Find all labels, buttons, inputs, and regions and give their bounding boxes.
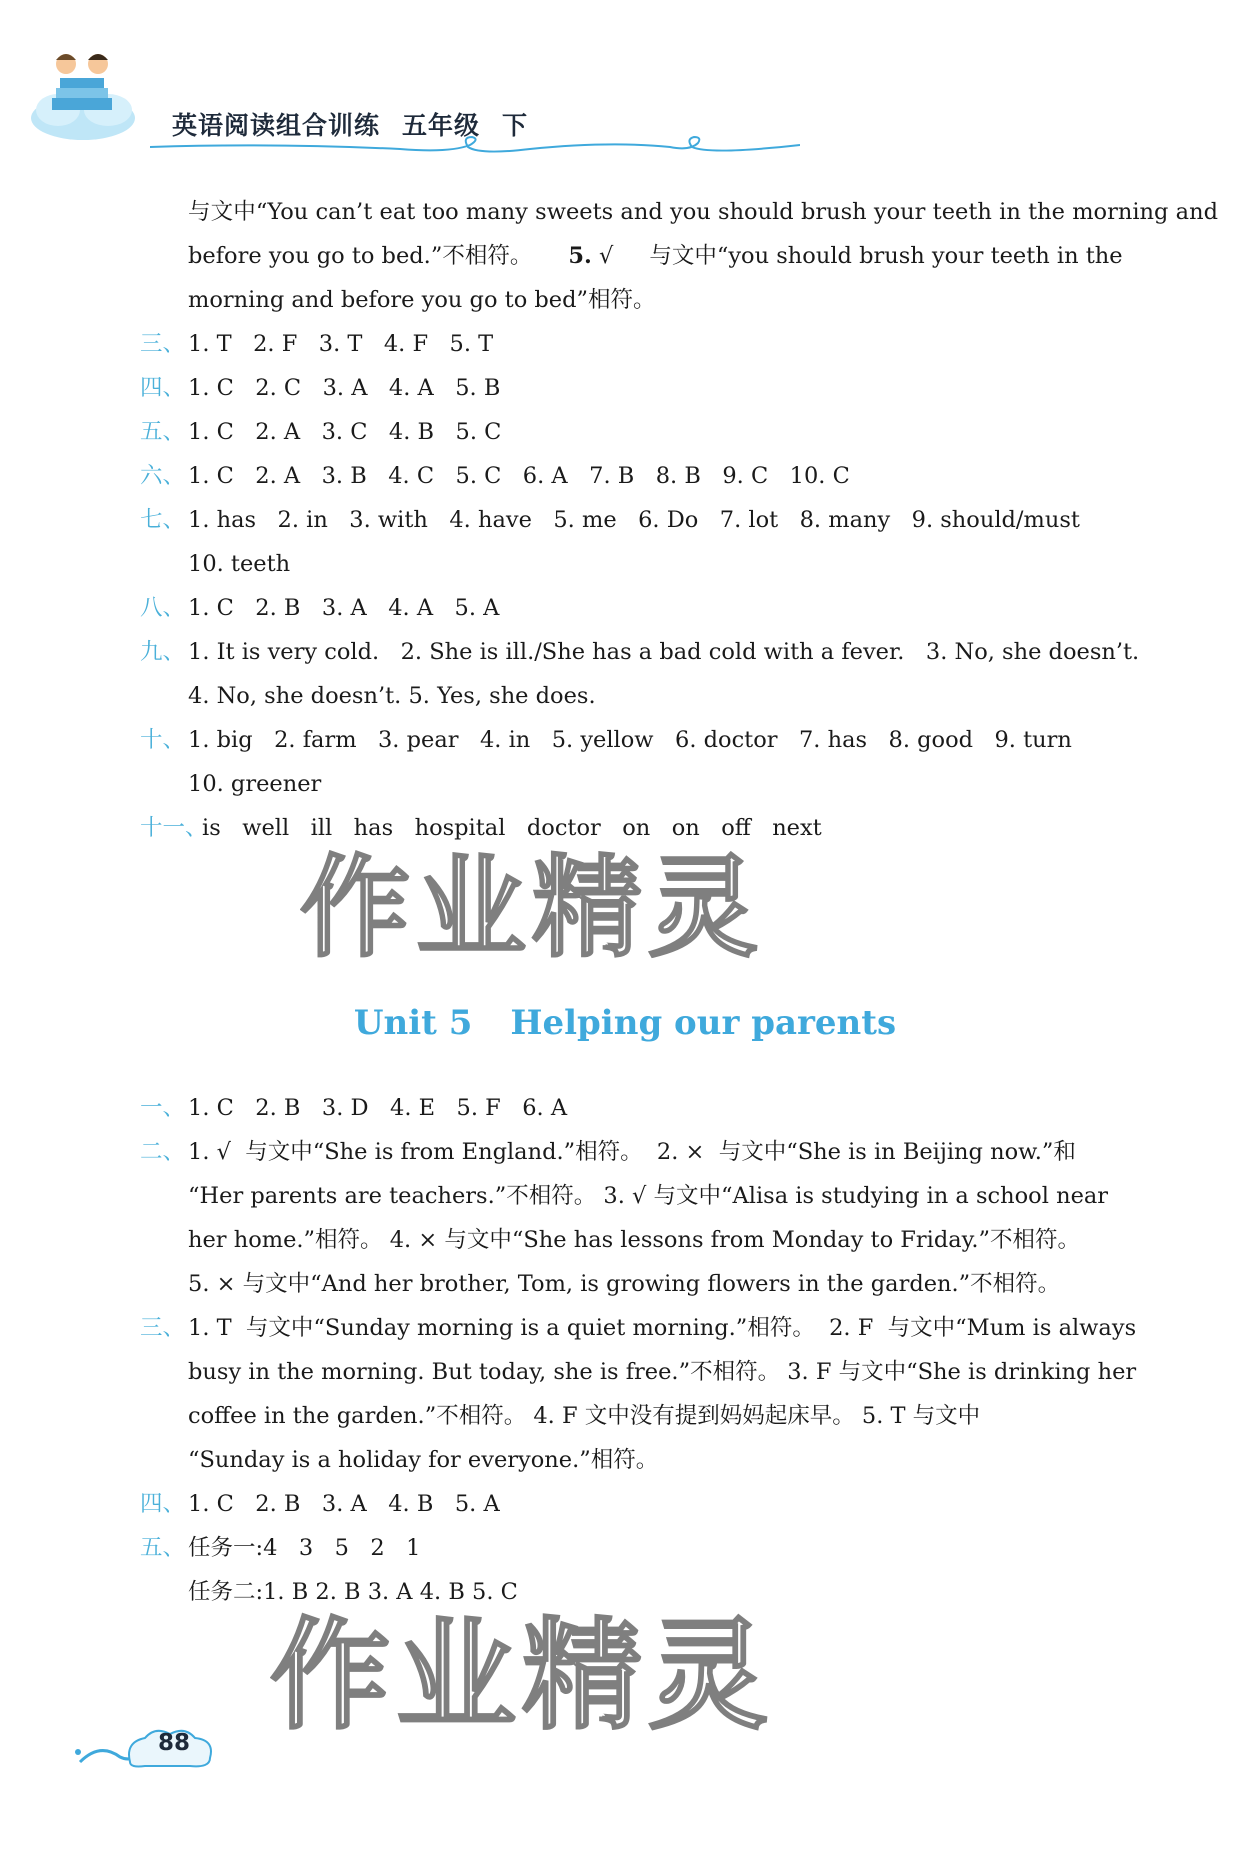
section-number: 三、 bbox=[140, 331, 186, 357]
section-seven bbox=[140, 505, 1170, 535]
section-three bbox=[140, 329, 1170, 359]
answers: 1. C 2. C 3. A 4. A 5. B bbox=[188, 375, 501, 401]
page-number-cloud-icon bbox=[70, 1722, 220, 1772]
decorative-swirl-line bbox=[150, 135, 800, 165]
answers: 1. has 2. in 3. with 4. have 5. me 6. Do 7. lot 8. many 9. should/must bbox=[188, 507, 1080, 533]
answers: 1. C 2. A 3. B 4. C 5. C 6. A 7. B 8. B 9. C 10. C bbox=[188, 463, 850, 489]
section-nine-cont: 4. No, she doesn’t. 5. Yes, she does. bbox=[188, 683, 596, 709]
section-four bbox=[140, 373, 1170, 403]
answers: 1. T 与文中“Sunday morning is a quiet morning.”相符。 2. F 与文中“Mum is always bbox=[188, 1315, 1137, 1341]
text-segment: 与文中“you should brush your teeth in the bbox=[649, 243, 1123, 269]
section-number: 十一、 bbox=[140, 815, 208, 841]
answers: 任务一:4 3 5 2 1 bbox=[188, 1535, 421, 1561]
answers: 1. It is very cold. 2. She is ill./She has a bad cold with a fever. 3. No, she doesn’t. bbox=[188, 639, 1140, 665]
section-number: 六、 bbox=[140, 463, 186, 489]
item-number: 5. bbox=[568, 243, 592, 269]
section-number: 五、 bbox=[140, 1535, 186, 1561]
unit-heading bbox=[0, 1003, 1250, 1043]
answers: is well ill has hospital doctor on on off next bbox=[202, 815, 822, 841]
text-line: coffee in the garden.”不相符。 4. F 文中没有提到妈妈起床早。 5. T 与文中 bbox=[188, 1403, 981, 1429]
section-seven-cont: 10. teeth bbox=[188, 551, 291, 577]
section-number: 四、 bbox=[140, 375, 186, 401]
u5-section-four bbox=[140, 1489, 1170, 1519]
text-line bbox=[188, 241, 1218, 271]
answers: 1. C 2. B 3. A 4. A 5. A bbox=[188, 595, 500, 621]
page-number: 88 bbox=[158, 1730, 191, 1756]
answers: 1. T 2. F 3. T 4. F 5. T bbox=[188, 331, 494, 357]
u5-section-five bbox=[140, 1533, 1170, 1563]
section-number: 五、 bbox=[140, 419, 186, 445]
text-line: her home.”相符。 4. × 与文中“She has lessons from Monday to Friday.”不相符。 bbox=[188, 1227, 1081, 1253]
answers: 1. C 2. B 3. D 4. E 5. F 6. A bbox=[188, 1095, 568, 1121]
section-eight bbox=[140, 593, 1170, 623]
section-number: 一、 bbox=[140, 1095, 186, 1121]
u5-section-three bbox=[140, 1313, 1170, 1343]
text-line: 与文中“You can’t eat too many sweets and you should brush your teeth in the morning and bbox=[188, 199, 1218, 225]
section-six bbox=[140, 461, 1170, 491]
text-line: busy in the morning. But today, she is free.”不相符。 3. F 与文中“She is drinking her bbox=[188, 1359, 1137, 1385]
text-line: 任务二:1. B 2. B 3. A 4. B 5. C bbox=[188, 1579, 518, 1605]
section-number: 八、 bbox=[140, 595, 186, 621]
section-number: 七、 bbox=[140, 507, 186, 533]
section-nine bbox=[140, 637, 1170, 667]
section-ten bbox=[140, 725, 1170, 755]
section-ten-cont: 10. greener bbox=[188, 771, 322, 797]
check-mark: √ bbox=[599, 243, 614, 269]
answers: 1. big 2. farm 3. pear 4. in 5. yellow 6. doctor 7. has 8. good 9. turn bbox=[188, 727, 1072, 753]
watermark: 作业精灵 bbox=[300, 844, 764, 972]
unit-title: Helping our parents bbox=[510, 1003, 897, 1043]
kids-reading-cloud-icon bbox=[28, 48, 138, 143]
text-line: “Her parents are teachers.”不相符。 3. √ 与文中“Alisa is studying in a school near bbox=[188, 1183, 1109, 1209]
u5-section-two bbox=[140, 1137, 1170, 1167]
text-line: 5. × 与文中“And her brother, Tom, is growing flowers in the garden.”不相符。 bbox=[188, 1271, 1061, 1297]
section-number: 三、 bbox=[140, 1315, 186, 1341]
text-line: morning and before you go to bed”相符。 bbox=[188, 287, 656, 313]
u5-section-one bbox=[140, 1093, 1170, 1123]
section-number: 九、 bbox=[140, 639, 186, 665]
section-number: 十、 bbox=[140, 727, 186, 753]
text-line: “Sunday is a holiday for everyone.”相符。 bbox=[188, 1447, 659, 1473]
page-header bbox=[0, 0, 1250, 180]
book-title-text: 英语阅读组合训练 bbox=[172, 111, 381, 140]
section-five bbox=[140, 417, 1170, 447]
answers: 1. √ 与文中“She is from England.”相符。 2. × 与文中“She is in Beijing now.”和 bbox=[188, 1139, 1076, 1165]
grade-label: 五年级 bbox=[402, 111, 481, 140]
unit-label: Unit 5 bbox=[353, 1003, 473, 1043]
section-number: 四、 bbox=[140, 1491, 186, 1517]
section-number: 二、 bbox=[140, 1139, 186, 1165]
text-segment: before you go to bed.”不相符。 bbox=[188, 243, 533, 269]
term-label: 下 bbox=[502, 111, 529, 140]
watermark: 作业精灵 bbox=[270, 1607, 774, 1746]
answers: 1. C 2. B 3. A 4. B 5. A bbox=[188, 1491, 500, 1517]
answers: 1. C 2. A 3. C 4. B 5. C bbox=[188, 419, 502, 445]
